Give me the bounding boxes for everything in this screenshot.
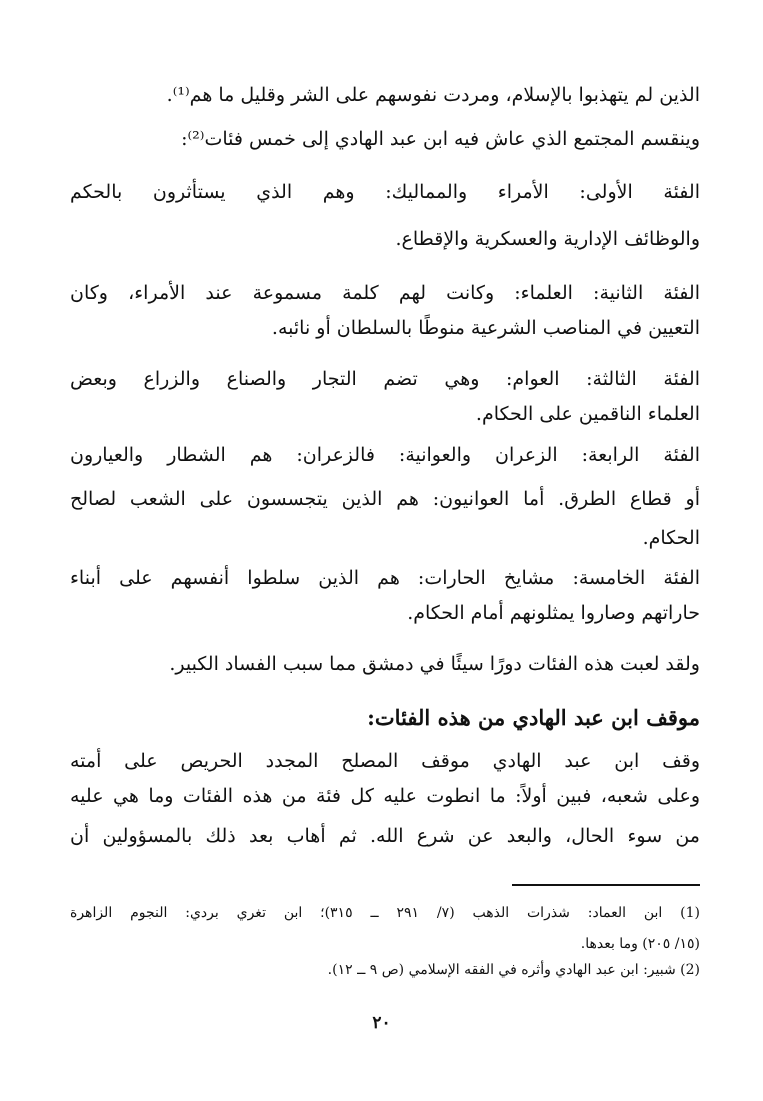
- body-line: وقف ابن عبد الهادي موقف المصلح المجدد الحريص على أمته: [70, 750, 700, 772]
- footnote-separator: [512, 884, 700, 886]
- body-line: وينقسم المجتمع الذي عاش فيه ابن عبد الهادي إلى خمس فئات⁽²⁾:: [181, 128, 700, 150]
- section-heading: موقف ابن عبد الهادي من هذه الفئات:: [367, 705, 700, 730]
- body-line: الذين لم يتهذبوا بالإسلام، ومردت نفوسهم على الشر وقليل ما هم⁽¹⁾.: [166, 84, 700, 106]
- body-line: العلماء الناقمين على الحكام.: [475, 403, 700, 425]
- body-line: الفئة الثانية: العلماء: وكانت لهم كلمة مسموعة عند الأمراء، وكان: [70, 282, 700, 304]
- footnote-line: (١٥/ ٢٠٥) وما بعدها.: [580, 936, 700, 952]
- body-line: الفئة الثالثة: العوام: وهي تضم التجار والصناع والزراع وبعض: [70, 368, 700, 390]
- body-line: أو قطاع الطرق. أما العوانيون: هم الذين يتجسسون على الشعب لصالح: [70, 488, 700, 510]
- page-number: ٢٠: [372, 1013, 391, 1033]
- body-line: التعيين في المناصب الشرعية منوطًا بالسلطان أو نائبه.: [271, 317, 700, 339]
- footnote-line: (2) شبير: ابن عبد الهادي وأثره في الفقه الإسلامي (ص ٩ ــ ١٢).: [327, 962, 700, 978]
- body-line: حاراتهم وصاروا يمثلونهم أمام الحكام.: [407, 602, 700, 624]
- body-line: الفئة الأولى: الأمراء والمماليك: وهم الذي يستأثرون بالحكم: [70, 181, 700, 203]
- body-line: من سوء الحال، والبعد عن شرع الله. ثم أهاب بعد ذلك بالمسؤولين أن: [70, 825, 700, 847]
- body-line: وعلى شعبه، فبين أولاً: ما انطوت عليه كل فئة من هذه الفئات وما هي عليه: [70, 785, 700, 807]
- body-line: الفئة الرابعة: الزعران والعوانية: فالزعران: هم الشطار والعيارون: [70, 444, 700, 466]
- document-page: [70, 82, 700, 1042]
- footnote-line: (1) ابن العماد: شذرات الذهب (٧/ ٢٩١ ــ ٣١٥)؛ ابن تغري بردي: النجوم الزاهرة: [70, 905, 700, 921]
- body-line: ولقد لعبت هذه الفئات دورًا سيئًا في دمشق مما سبب الفساد الكبير.: [169, 653, 700, 675]
- body-line: الحكام.: [642, 527, 700, 549]
- body-line: والوظائف الإدارية والعسكرية والإقطاع.: [395, 228, 700, 250]
- body-line: الفئة الخامسة: مشايخ الحارات: هم الذين سلطوا أنفسهم على أبناء: [70, 567, 700, 589]
